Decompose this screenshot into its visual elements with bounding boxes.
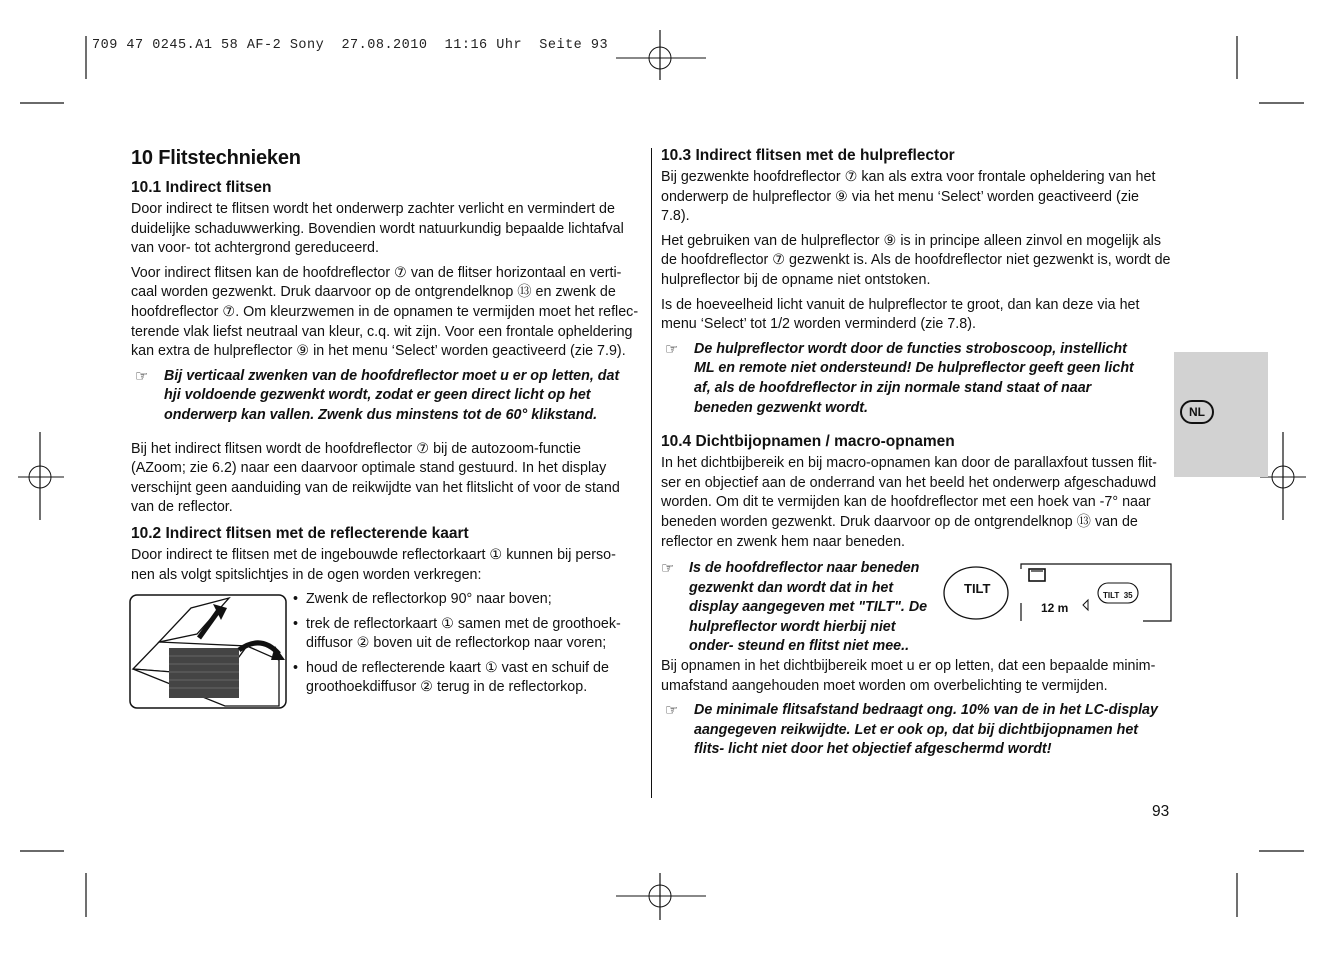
paragraph: Door indirect te flitsen wordt het onderwerp zachter verlicht en vermindert de duidelijke schaduwwerking. Bovendien wordt natuurkundig bepaalde lichtafval van voor- tot achtergrond gereduceerd.: [131, 201, 624, 257]
list-item: • trek de reflectorkaart ① samen met de groothoek- diffusor ② boven uit de reflectorkop naar voren;: [293, 615, 643, 654]
left-column: [131, 146, 639, 710]
section-heading-10-4: 10.4 Dichtbijopnamen / macro-opnamen: [661, 433, 955, 451]
pointing-hand-icon: ☞: [661, 560, 675, 578]
instruction-list: [293, 590, 643, 703]
note-text: De minimale flitsafstand bedraagt ong. 10% van de in het LC-display aangegeven reikwijdte. Let er ook op, dat bij dichtbijopnamen het flits- licht niet door het objectief afgeschermd wordt!: [694, 702, 1158, 758]
print-slug: 709 47 0245.A1 58 AF-2 Sony 27.08.2010 11:16 Uhr Seite 93: [92, 38, 609, 53]
paragraph: Voor indirect flitsen kan de hoofdreflector ⑦ van de flitser horizontaal en verti- caal worden gezwenkt. Druk daarvoor op de ontgrendelknop ⑬ en zwenk de hoofdreflector ⑦. Om kleurzwemen in de opnamen te vermijden moet het reflec- terende vlak liefst neutraal van kleur, c.q. wit zijn. Voor een frontale opheldering kan extra de hulpreflector ⑨ in het menu ‘Select’ worden geactiveerd (zie 7.9).: [131, 264, 639, 360]
right-column: [661, 146, 1171, 766]
note: [131, 367, 639, 426]
registration-mark-top: [616, 47, 706, 69]
list-item: • Zwenk de reflectorkop 90° naar boven;: [293, 590, 643, 610]
pointing-hand-icon: ☞: [665, 702, 679, 720]
section-heading-10-2: 10.2 Indirect flitsen met de reflecterende kaart: [131, 524, 469, 542]
note-text: Is de hoofdreflector naar beneden gezwenkt dan wordt dat in het display aangegeven met "TILT". De hulpreflector wordt hierbij niet onder- steund en flitst niet mee..: [689, 560, 928, 655]
paragraph: Het gebruiken van de hulpreflector ⑨ is in principe alleen zinvol en mogelijk als de hoofdreflector ⑦ gezwenkt is. Als de hoofdreflector niet gezwenkt is, wordt de hulpreflector bij de opname niet ontstoken.: [661, 232, 1171, 288]
reflector-card-illustration: [129, 594, 289, 710]
note: [661, 559, 934, 657]
display-tilt-badge: TILT 35: [1103, 591, 1133, 601]
language-badge: NL: [1180, 400, 1214, 424]
speaker-icon: [1083, 600, 1088, 610]
section-heading-10-1: 10.1 Indirect flitsen: [131, 179, 272, 196]
display-range: 12 m: [1041, 601, 1069, 616]
paragraph: Bij opnamen in het dichtbijbereik moet u er op letten, dat een bepaalde minim- umafstand aangehouden moet worden om overbelichting te vermijden.: [661, 658, 1156, 694]
paragraph: Is de hoeveelheid licht vanuit de hulpreflector te groot, dan kan deze via het menu ‘Select’ tot 1/2 worden verminderd (zie 7.8).: [661, 296, 1140, 333]
note: [661, 701, 1171, 760]
registration-mark-bottom: [616, 885, 706, 907]
pointing-hand-icon: ☞: [135, 367, 149, 385]
page-title: 10 Flitstechnieken: [131, 147, 301, 169]
paragraph: Bij het indirect flitsen wordt de hoofdreflector ⑦ bij de autozoom-functie (AZoom; zie 6.2) naar een daarvoor optimale stand gestuurd. In het display verschijnt geen aanduiding van de reikwijdte van het flitslicht of voor de stand van de reflector.: [131, 440, 620, 516]
list-item: • houd de reflecterende kaart ① vast en schuif de groothoekdiffusor ② terug in de reflectorkop.: [293, 659, 643, 698]
pointing-hand-icon: ☞: [665, 340, 679, 358]
paragraph: In het dichtbijbereik en bij macro-opnamen kan door de parallaxfout tussen flit- ser en objectief aan de onderrand van het beeld het onderwerp afgeschaduwd worden. Om dit te vermijden kan de hoofdreflector met een hoek van -7° naar beneden worden gezwenkt. Druk daarvoor op de ontgrendelknop ⑬ van de reflector en zwenk hem naar beneden.: [661, 455, 1157, 550]
column-divider: [651, 148, 652, 798]
paragraph: Door indirect te flitsen met de ingebouwde reflectorkaart ① kunnen bij perso- nen als volgt spitslichtjes in de ogen worden verkregen:: [131, 546, 616, 583]
note: [661, 340, 1144, 418]
note-text: De hulpreflector wordt door de functies stroboscoop, instellicht ML en remote niet ondersteund! De hulpreflector geeft geen licht af, als de hoofdreflector in zijn normale stand staat of naar beneden gezwenkt wordt.: [694, 340, 1134, 416]
paragraph: Bij gezwenkte hoofdreflector ⑦ kan als extra voor frontale opheldering van het onderwerp de hulpreflector ⑨ via het menu ‘Select’ worden geactiveerd (zie 7.8).: [661, 169, 1156, 225]
note-text: Bij verticaal zwenken van de hoofdreflector moet u er op letten, dat hji voldoende gezwenkt wordt, zodat er geen direct licht op het onderwerp kan vallen. Zwenk dus minstens tot de 60° klikstand.: [164, 367, 620, 423]
page-number: 93: [1152, 803, 1170, 820]
registration-mark-left: [18, 466, 64, 488]
section-heading-10-3: 10.3 Indirect flitsen met de hulpreflector: [661, 147, 955, 164]
display-tilt-label: TILT: [964, 581, 991, 597]
